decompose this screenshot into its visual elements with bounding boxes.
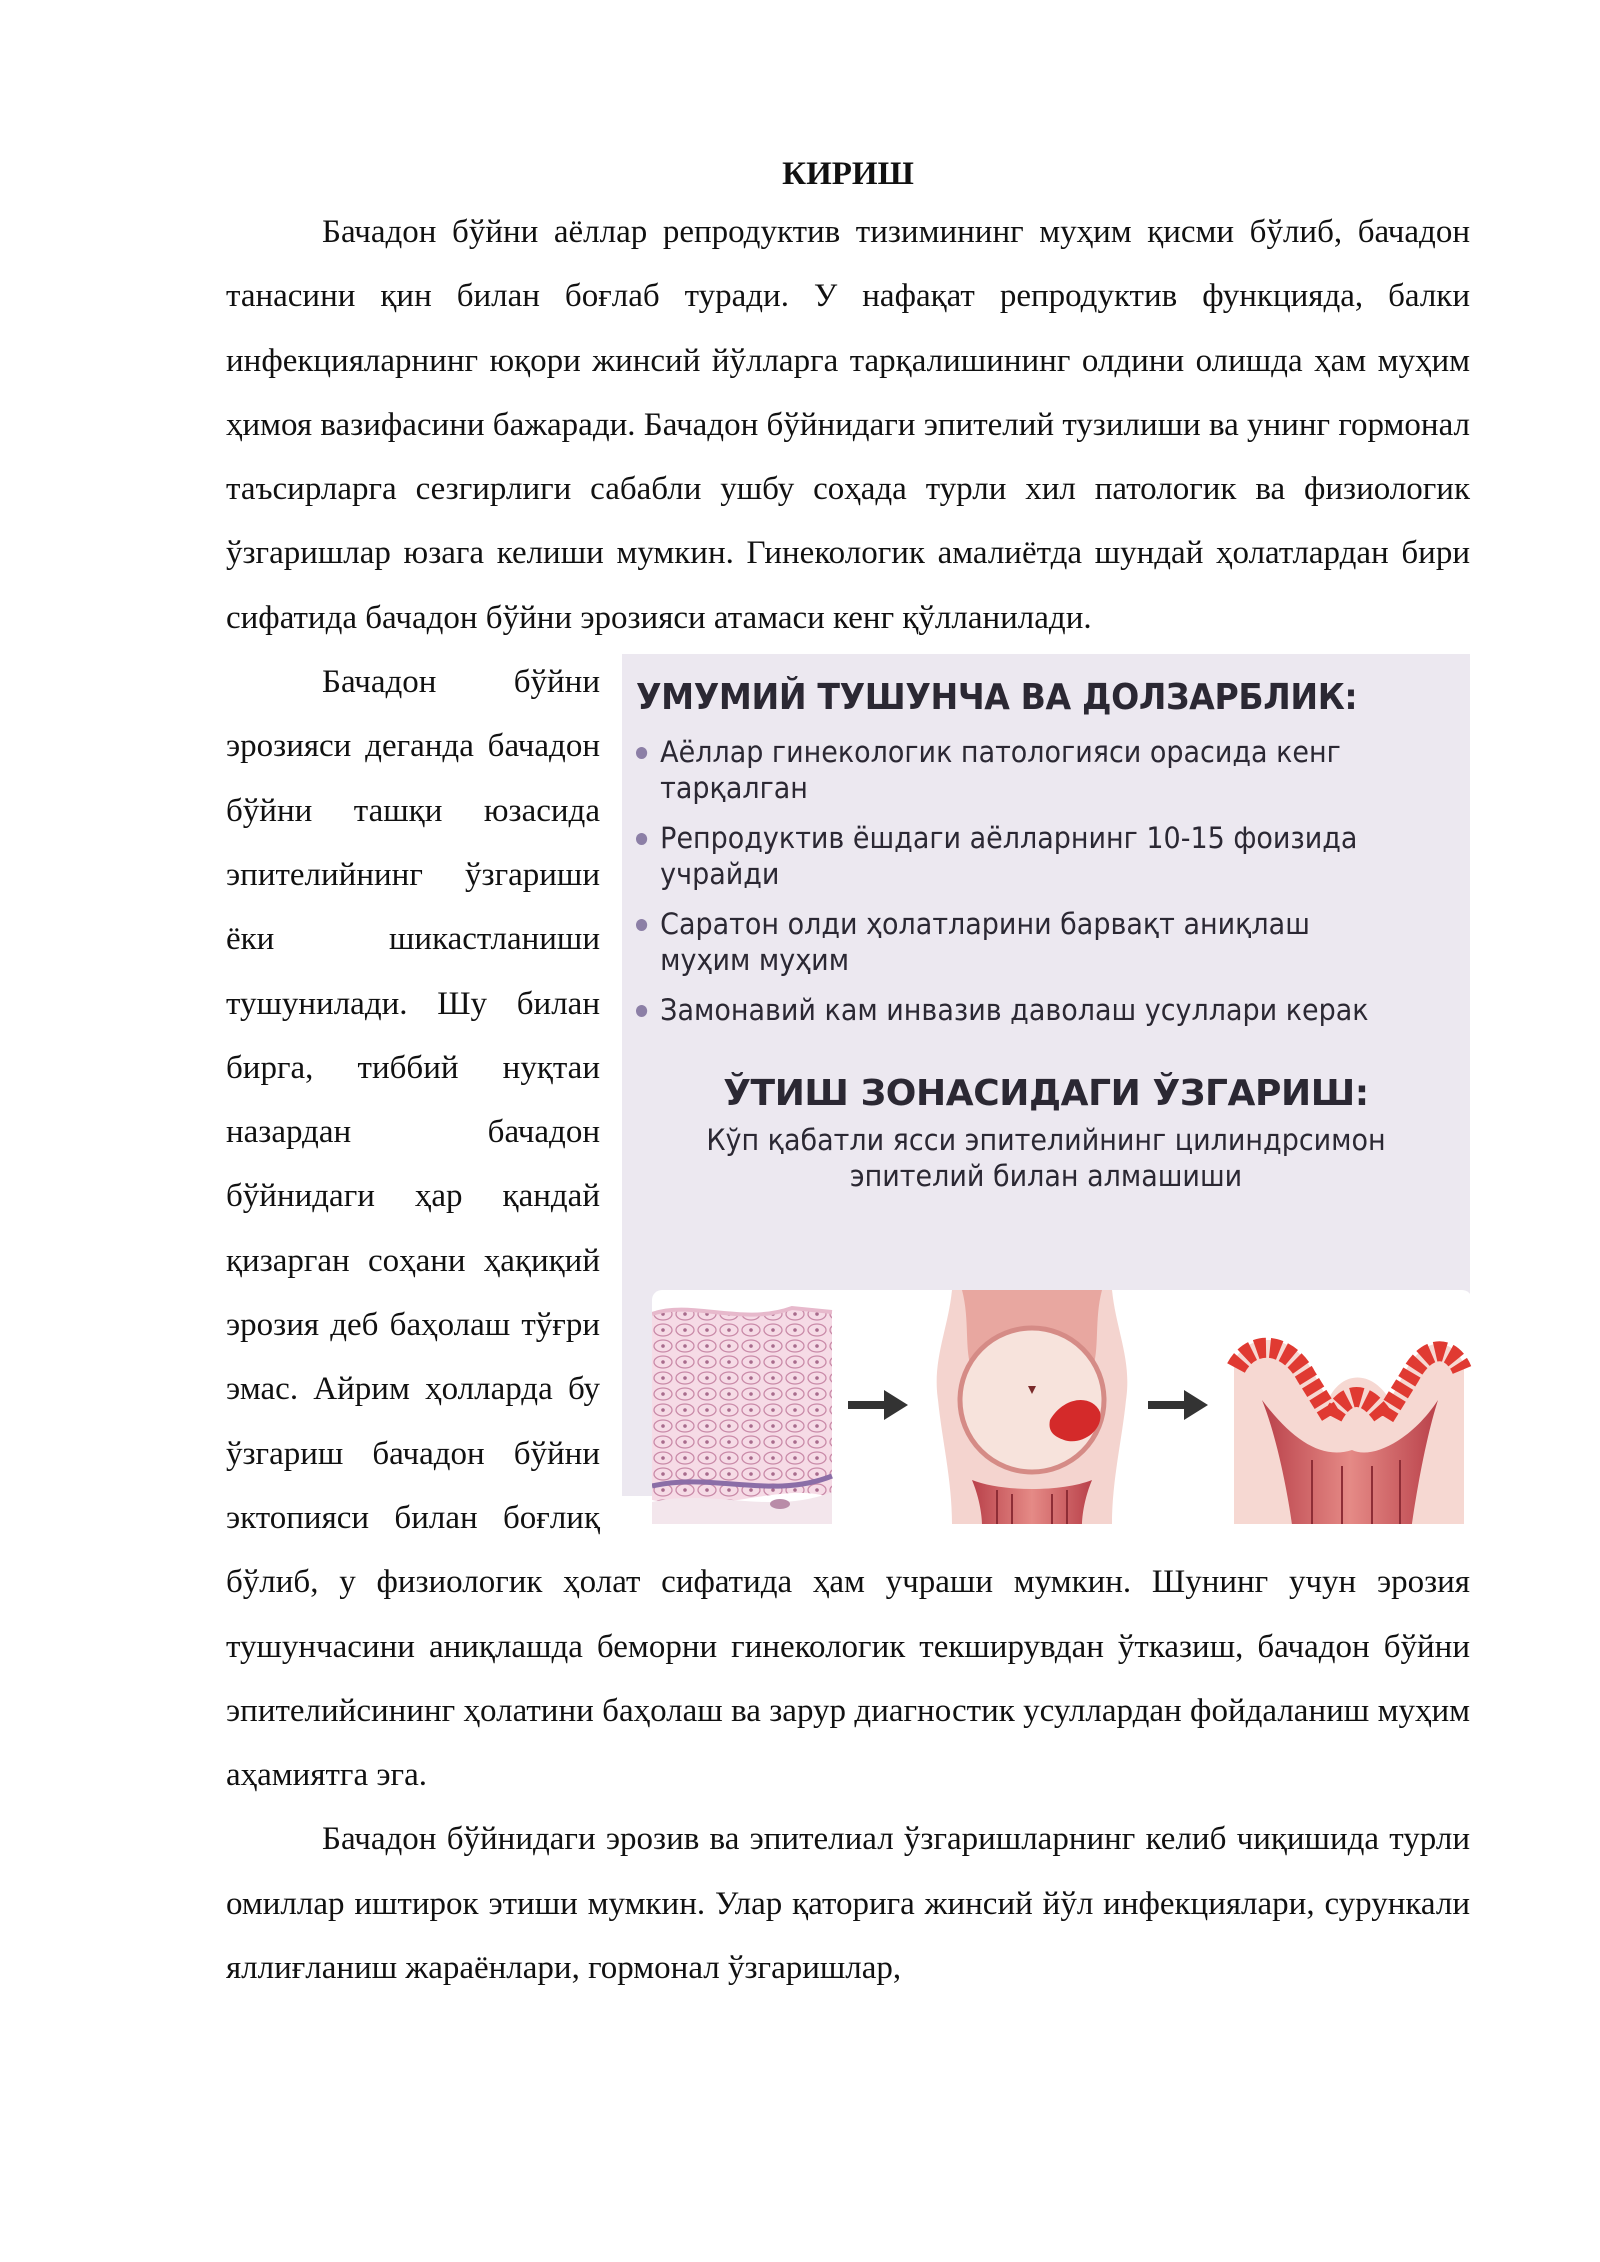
figure-bullet-item: Репродуктив ёшдаги аёлларнинг 10-15 фоизида учрайди	[636, 820, 1404, 892]
arrow-right-icon	[848, 1390, 908, 1420]
figure-bullet-item: Замонавий кам инвазив даволаш усуллари керак	[636, 992, 1404, 1028]
paragraph-erosion-definition: Бачадон бўйни эрозияси деганда бачадон бўйни ташқи юзасида эпителийнинг ўзгариши ёки шикастланиши тушунилади. Шу билан бирга, тиббий нуқтаи назардан бачадон бўйнидаги ҳар қандай қизарган соҳани ҳақиқий эрозия деб баҳолаш тўғри эмас. Айрим ҳолларда бу ўзгариш бачадон бўйни эктопияси билан боғлиқ бўлиб, у физиологик ҳолат сифатида ҳам учраши мумкин. Шунинг учун эрозия тушунчасини аниқлашда беморни гинекологик текширувдан ўтказиш, бачадон бўйни эпителийсининг ҳолатини баҳолаш ва зарур диагностик усуллардан фойдаланиш муҳим аҳамиятга эга.	[226, 664, 1470, 1794]
paragraph-causes: Бачадон бўйнидаги эрозив ва эпителиал ўзгаришларнинг келиб чиқишида турли омиллар иштирок этиши мумкин. Улар қаторига жинсий йўл инфекциялари, сурункали яллиғланиш жараёнлари, гормонал ўзгаришлар,	[226, 1821, 1470, 1987]
document-page	[226, 148, 1470, 2000]
epithelium-tissue-icon	[652, 1308, 832, 1524]
page-title: КИРИШ	[782, 156, 914, 192]
cervix-illustration	[652, 1290, 1472, 1524]
figure-title-overview: УМУМИЙ ТУШУНЧА ВА ДОЛЗАРБЛИК:	[636, 677, 1358, 719]
figure-bullet-item: Саратон олди ҳолатларини барвақт аниқлаш муҳим муҳим	[636, 906, 1404, 978]
bullet-dot-icon	[636, 1005, 647, 1017]
cervix-erosion-icon	[937, 1290, 1128, 1524]
figure-title-transition: ЎТИШ ЗОНАСИДАГИ ЎЗГАРИШ:	[723, 1073, 1369, 1115]
figure-bullet-list	[636, 734, 1456, 1028]
bullet-dot-icon	[636, 919, 647, 931]
paragraph-intro: Бачадон бўйни аёллар репродуктив тизимининг муҳим қисми бўлиб, бачадон танасини қин билан боғлаб туради. У нафақат репродуктив функцияда, балки инфекцияларнинг юқори жинсий йўлларга тарқалишининг олдини олишда ҳам муҳим ҳимоя вазифасини бажаради. Бачадон бўйнидаги эпителий тузилиши ва унинг гормонал таъсирларга сезгирлиги сабабли ушбу соҳада турли хил патологик ва физиологик ўзгаришлар юзага келиши мумкин. Гинекологик амалиётда шундай ҳолатлардан бири сифатида бачадон бўйни эрозияси атамаси кенг қўлланилади.	[226, 214, 1470, 636]
figure-illustration-panel	[652, 1290, 1472, 1524]
arrow-right-icon	[1148, 1390, 1208, 1420]
bullet-dot-icon	[636, 747, 647, 759]
figure-subtitle: Кўп қабатли ясси эпителийнинг цилиндрсимон эпителий билан алмашиши	[706, 1123, 1386, 1194]
cervix-canal-icon	[1234, 1340, 1464, 1524]
figure-bullet-item: Аёллар гинекологик патологияси орасида кенг тарқалган	[636, 734, 1404, 806]
bullet-dot-icon	[636, 833, 647, 845]
